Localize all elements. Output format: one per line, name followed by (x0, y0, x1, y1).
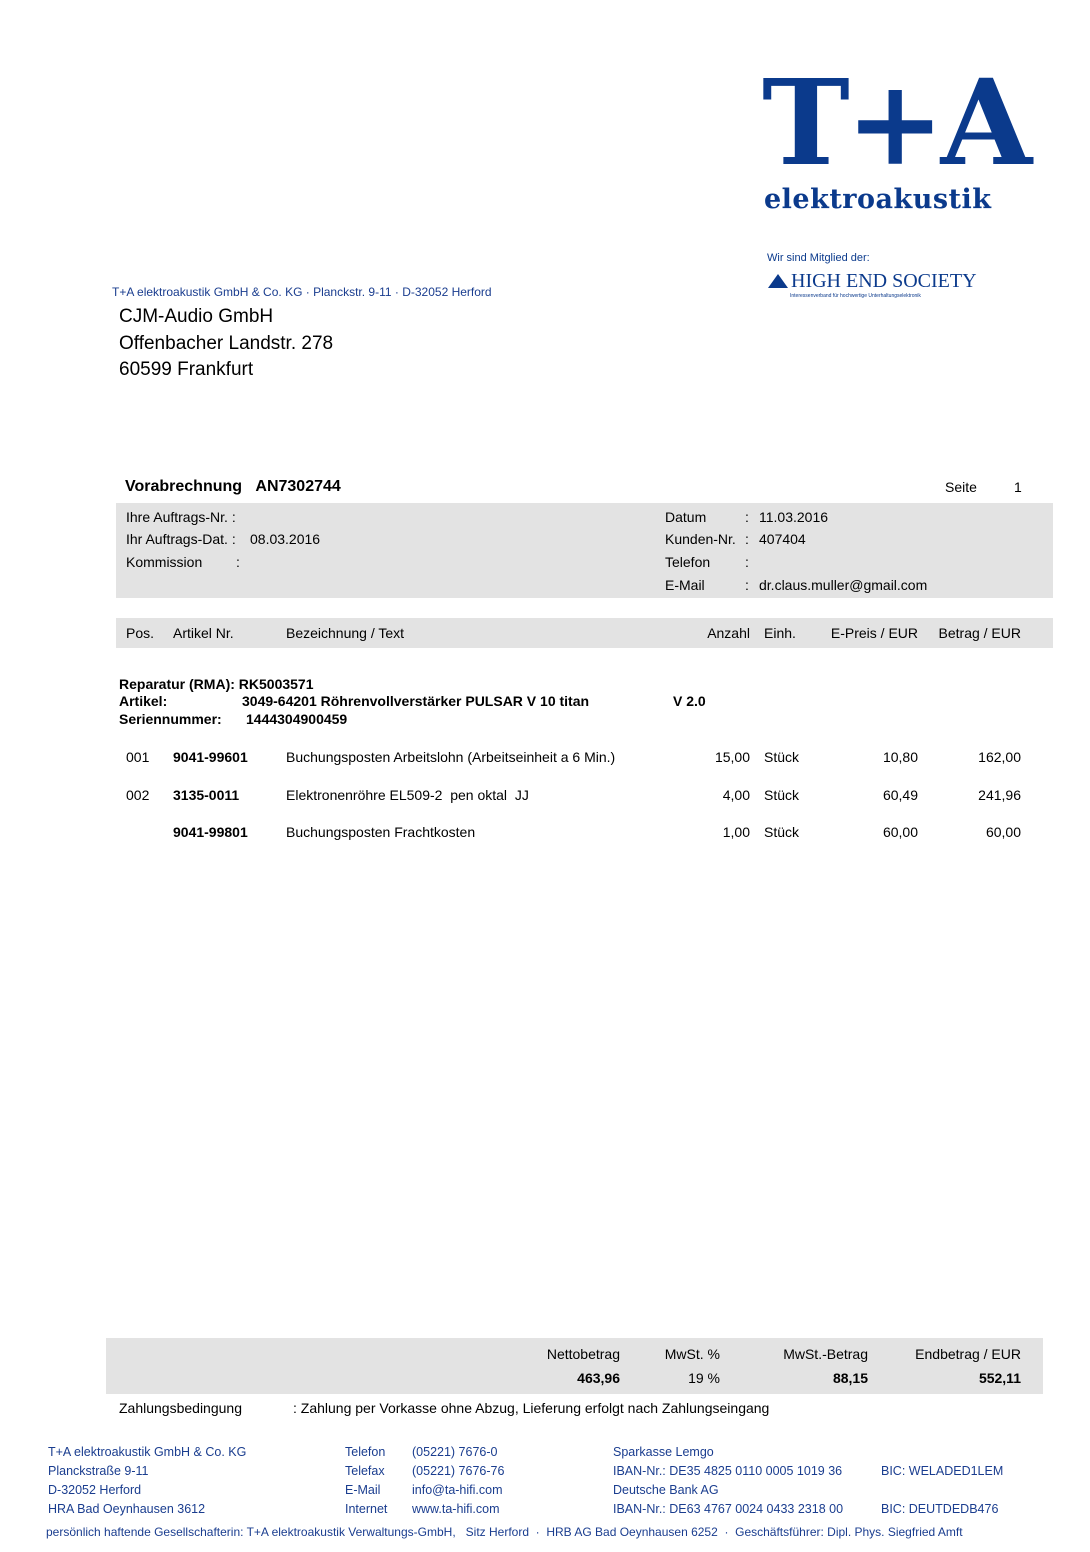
brand-subtitle: elektroakustik (764, 184, 992, 215)
item-article: 9041-99801 (173, 824, 248, 840)
footer-legal: persönlich haftende Gesellschafterin: T+A elektroakustik Verwaltungs-GmbH, Sitz Herford · HRB AG Bad Oeynhausen 6252 · Geschäftsführer: Dipl. Phys. Siegfried Amft (46, 1525, 963, 1539)
rma-version: V 2.0 (673, 693, 706, 709)
date-colon: : (745, 509, 749, 525)
footer-fax-label: Telefax (345, 1464, 385, 1478)
rma-serial-label: Seriennummer: (119, 711, 222, 727)
page-number: 1 (1014, 479, 1022, 495)
item-unit: Stück (764, 787, 800, 803)
email-value: dr.claus.muller@gmail.com (759, 577, 928, 593)
customer-number-colon: : (745, 531, 749, 547)
footer-hra: HRA Bad Oeynhausen 3612 (48, 1502, 206, 1516)
commission-label: Kommission (126, 554, 203, 570)
col-pos: Pos. (126, 625, 155, 641)
phone-label: Telefon (665, 554, 711, 570)
footer-mail-label: E-Mail (345, 1483, 381, 1497)
footer-street: Planckstraße 9-11 (48, 1464, 149, 1478)
customer-number-label: Kunden-Nr. (665, 531, 736, 547)
footer-web[interactable]: www.ta-hifi.com (412, 1502, 500, 1516)
order-date: 08.03.2016 (250, 531, 321, 547)
item-unit-price: 10,80 (882, 749, 918, 765)
vat-amount: 88,15 (832, 1370, 868, 1386)
vat-amount-label: MwSt.-Betrag (783, 1346, 868, 1362)
col-description: Bezeichnung / Text (286, 625, 405, 641)
footer-tel: (05221) 7676-0 (412, 1445, 498, 1459)
footer-bic1: BIC: WELADED1LEM (881, 1464, 1004, 1478)
footer-bank2: Deutsche Bank AG (613, 1483, 719, 1497)
total-amount: 552,11 (978, 1370, 1021, 1386)
email-colon: : (745, 577, 749, 593)
vat-percent: 19 % (688, 1370, 720, 1386)
item-article: 9041-99601 (173, 749, 248, 765)
item-text: Elektronenröhre EL509-2 pen oktal JJ (286, 787, 529, 803)
footer-city: D-32052 Herford (48, 1483, 142, 1497)
col-article: Artikel Nr. (173, 625, 234, 641)
col-amount: Betrag / EUR (938, 625, 1021, 641)
rma-serial: 1444304900459 (246, 711, 348, 727)
rma-article: 3049-64201 Röhrenvollverstärker PULSAR V 10 titan (242, 693, 590, 709)
brand-logo: T+A (762, 53, 1029, 192)
recipient-street: Offenbacher Landstr. 278 (119, 333, 334, 354)
total-label: Endbetrag / EUR (915, 1346, 1021, 1362)
commission-colon: : (236, 554, 240, 570)
date-label: Datum (665, 509, 707, 525)
sender-line: T+A elektroakustik GmbH & Co. KG · Planckstr. 9-11 · D-32052 Herford (112, 285, 492, 299)
item-article: 3135-0011 (173, 787, 240, 803)
item-amount: 60,00 (985, 824, 1021, 840)
item-unit: Stück (764, 749, 800, 765)
item-pos: 002 (126, 787, 150, 803)
item-text: Buchungsposten Frachtkosten (286, 824, 476, 840)
net-label: Nettobetrag (546, 1346, 620, 1362)
footer-company: T+A elektroakustik GmbH & Co. KG (48, 1445, 247, 1459)
document-title: Vorabrechnung AN7302744 (125, 478, 341, 495)
item-pos: 001 (126, 749, 150, 765)
order-date-label: Ihr Auftrags-Dat. : (126, 531, 236, 547)
item-quantity: 4,00 (722, 787, 750, 803)
recipient-name: CJM-Audio GmbH (119, 306, 274, 327)
item-unit: Stück (764, 824, 800, 840)
order-number-label: Ihre Auftrags-Nr. : (126, 509, 236, 525)
rma-label: Reparatur (RMA): RK5003571 (119, 676, 314, 692)
vat-percent-label: MwSt. % (664, 1346, 720, 1362)
net-amount: 463,96 (577, 1370, 620, 1386)
item-amount: 162,00 (978, 749, 1021, 765)
footer-fax: (05221) 7676-76 (412, 1464, 505, 1478)
footer-bic2: BIC: DEUTDEDB476 (881, 1502, 999, 1516)
item-unit-price: 60,00 (882, 824, 918, 840)
footer-web-label: Internet (345, 1502, 388, 1516)
footer-bank1: Sparkasse Lemgo (613, 1445, 714, 1459)
recipient-city: 60599 Frankfurt (119, 359, 254, 380)
footer-iban2: IBAN-Nr.: DE63 4767 0024 0433 2318 00 (613, 1502, 844, 1516)
col-unit-price: E-Preis / EUR (830, 625, 918, 641)
customer-number: 407404 (759, 531, 806, 547)
payment-label: Zahlungsbedingung (119, 1400, 242, 1416)
page-label: Seite (945, 479, 977, 495)
item-quantity: 1,00 (722, 824, 750, 840)
col-quantity: Anzahl (707, 625, 750, 641)
triangle-icon (768, 274, 788, 288)
item-amount: 241,96 (978, 787, 1021, 803)
footer-tel-label: Telefon (345, 1445, 386, 1459)
phone-colon: : (745, 554, 749, 570)
date-value: 11.03.2016 (759, 509, 829, 525)
item-text: Buchungsposten Arbeitslohn (Arbeitseinheit a 6 Min.) (286, 749, 616, 765)
email-label: E-Mail (665, 577, 705, 593)
rma-article-label: Artikel: (119, 693, 168, 709)
col-unit: Einh. (764, 625, 796, 641)
society-subtitle: Interessenverband für hochwertige Unterhaltungselektronik (790, 293, 921, 299)
society-logo: HIGH END SOCIETY (768, 270, 977, 293)
member-text: Wir sind Mitglied der: (767, 252, 870, 264)
item-quantity: 15,00 (714, 749, 750, 765)
payment-terms: : Zahlung per Vorkasse ohne Abzug, Lieferung erfolgt nach Zahlungseingang (293, 1400, 770, 1416)
footer-mail[interactable]: info@ta-hifi.com (412, 1483, 503, 1497)
footer-iban1: IBAN-Nr.: DE35 4825 0110 0005 1019 36 (613, 1464, 843, 1478)
item-unit-price: 60,49 (882, 787, 918, 803)
